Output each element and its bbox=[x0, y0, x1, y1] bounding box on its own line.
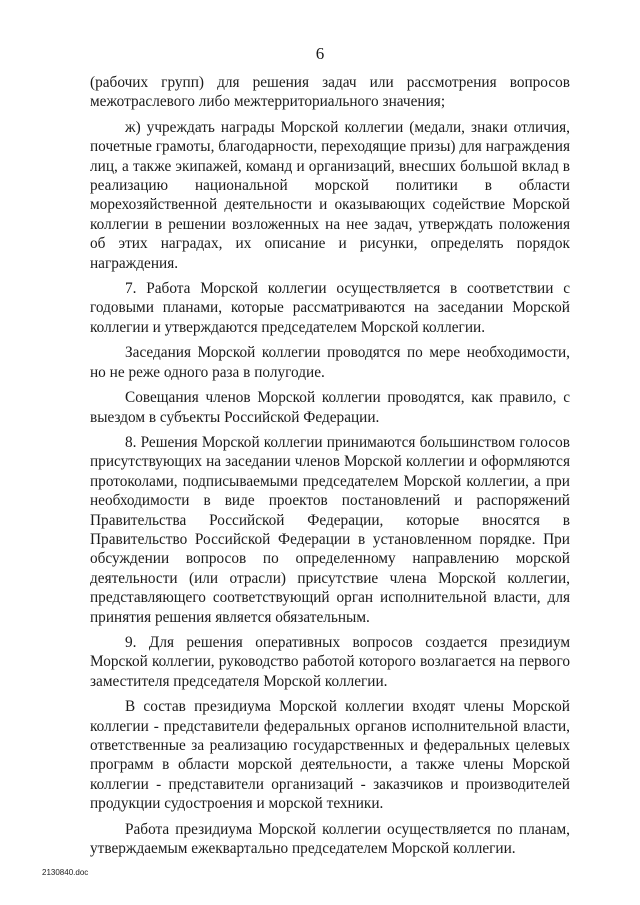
document-file-id: 2130840.doc bbox=[42, 868, 89, 877]
document-body bbox=[90, 73, 570, 864]
page-number: 6 bbox=[315, 44, 325, 63]
paragraph-item-8-decisions: 8. Решения Морской коллегии принимаются большинством голосов присутствующих на заседании членов Морской коллегии и оформляются протоколами, подписываемыми председателем Морской коллегии, а при необходимости в виде проектов постановлений и распоряжений Правительства Российской Федерации, которые вносятся в Правительство Российской Федерации в установленном порядке. При обсуждении вопросов по определенному направлению морской деятельности (или отрасли) присутствие члена Морской коллегии, представляющего соответствующий орган исполнительной власти, для принятия решения является обязательным. bbox=[90, 433, 570, 626]
paragraph-meetings-frequency: Заседания Морской коллегии проводятся по мере необходимости, но не реже одного раза в полугодие. bbox=[90, 344, 570, 381]
paragraph-member-sessions: Совещания членов Морской коллегии проводятся, как правило, с выездом в субъекты Российской Федерации. bbox=[90, 389, 570, 426]
paragraph-item-7-annual-plans: 7. Работа Морской коллегии осуществляется в соответствии с годовыми планами, которые рассматриваются на заседании Морской коллегии и утверждаются председателем Морской коллегии. bbox=[90, 280, 570, 336]
paragraph-presidium-composition: В состав президиума Морской коллегии входят члены Морской коллегии - представители федеральных органов исполнительной власти, ответственные за реализацию государственных и федеральных целевых программ в области морской деятельности, а также члены Морской коллегии - представители организаций - заказчиков и производителей продукции судостроения и морской техники. bbox=[90, 698, 570, 813]
paragraph-awards: ж) учреждать награды Морской коллегии (медали, знаки отличия, почетные грамоты, благодарности, переходящие призы) для награждения лиц, а также экипажей, команд и организаций, внесших большой вклад в реализацию национальной морской политики в области морехозяйственной деятельности и оказывающих содействие Морской коллегии в решении возложенных на нее задач, утверждать положения об этих наградах, их описание и рисунки, определять порядок награждения. bbox=[90, 118, 570, 272]
paragraph-presidium-work: Работа президиума Морской коллегии осуществляется по планам, утверждаемым ежеквартально председателем Морской коллегии. bbox=[90, 820, 570, 858]
paragraph-continuation-working-groups: (рабочих групп) для решения задач или рассмотрения вопросов межотраслевого либо межтерриториального значения; bbox=[90, 74, 570, 111]
paragraph-item-9-presidium: 9. Для решения оперативных вопросов создается президиум Морской коллегии, руководство работой которого возлагается на первого заместителя председателя Морской коллегии. bbox=[90, 633, 570, 690]
